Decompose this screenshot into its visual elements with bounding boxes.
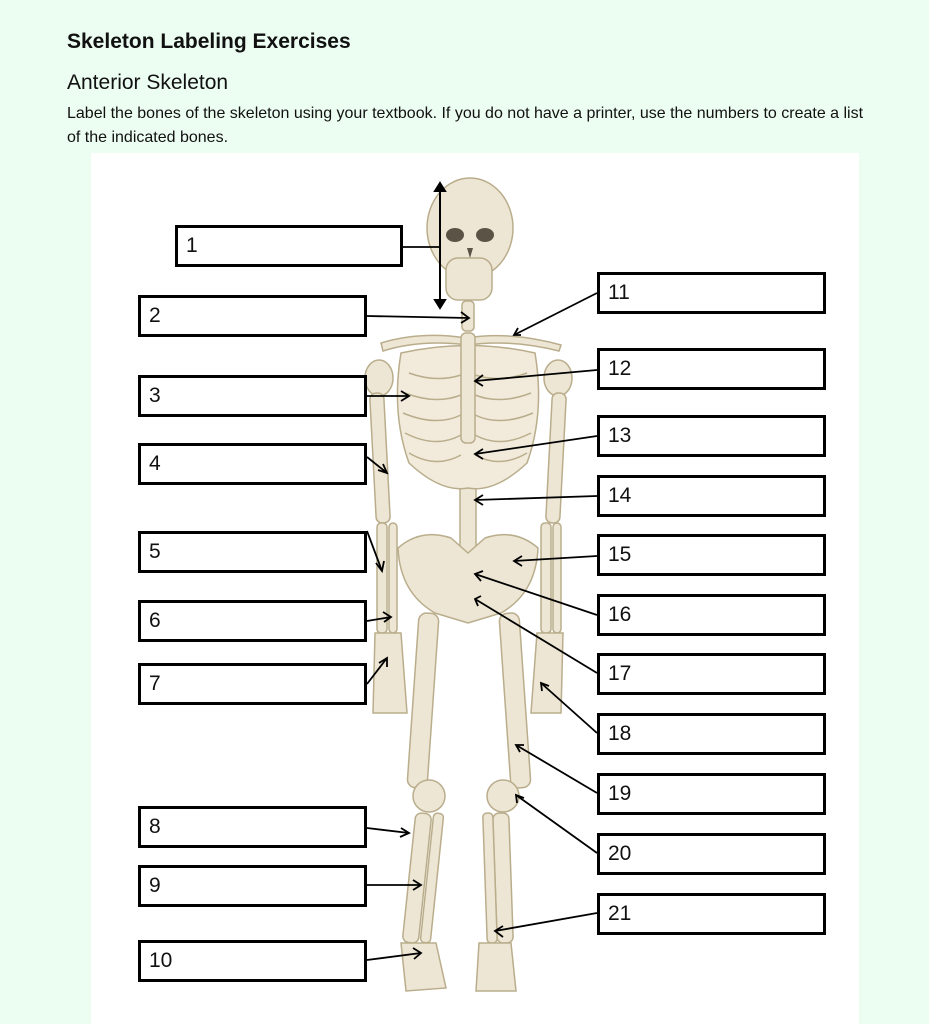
label-box-21[interactable] <box>597 893 826 935</box>
skeleton-figure <box>91 153 859 1024</box>
label-number: 11 <box>608 281 630 304</box>
label-box-2[interactable] <box>138 295 367 337</box>
label-number: 13 <box>608 424 632 447</box>
label-box-1[interactable] <box>175 225 403 267</box>
label-number: 10 <box>149 949 173 972</box>
label-box-5[interactable] <box>138 531 367 573</box>
label-box-15[interactable] <box>597 534 826 576</box>
label-box-14[interactable] <box>597 475 826 517</box>
page-title: Skeleton Labeling Exercises <box>67 30 351 53</box>
label-number: 18 <box>608 722 632 745</box>
label-number: 20 <box>608 842 632 865</box>
label-box-6[interactable] <box>138 600 367 642</box>
label-box-13[interactable] <box>597 415 826 457</box>
label-box-17[interactable] <box>597 653 826 695</box>
label-number: 4 <box>149 452 161 475</box>
label-box-3[interactable] <box>138 375 367 417</box>
label-number: 14 <box>608 484 632 507</box>
label-number: 21 <box>608 902 632 925</box>
label-box-4[interactable] <box>138 443 367 485</box>
label-number: 7 <box>149 672 161 695</box>
label-box-10[interactable] <box>138 940 367 982</box>
label-number: 17 <box>608 662 632 685</box>
label-box-8[interactable] <box>138 806 367 848</box>
label-box-18[interactable] <box>597 713 826 755</box>
label-box-7[interactable] <box>138 663 367 705</box>
label-box-16[interactable] <box>597 594 826 636</box>
label-box-11[interactable] <box>597 272 826 314</box>
label-number: 9 <box>149 874 161 897</box>
label-number: 2 <box>149 304 161 327</box>
instructions-text: Label the bones of the skeleton using your textbook. If you do not have a printer, use the numbers to create a list of the indicated bones. <box>67 105 864 146</box>
label-number: 6 <box>149 609 161 632</box>
label-number: 1 <box>186 234 198 257</box>
label-number: 3 <box>149 384 161 407</box>
label-box-20[interactable] <box>597 833 826 875</box>
label-box-12[interactable] <box>597 348 826 390</box>
label-number: 19 <box>608 782 632 805</box>
label-number: 16 <box>608 603 632 626</box>
label-box-19[interactable] <box>597 773 826 815</box>
label-number: 5 <box>149 540 161 563</box>
label-box-9[interactable] <box>138 865 367 907</box>
label-number: 15 <box>608 543 632 566</box>
label-number: 12 <box>608 357 632 380</box>
label-number: 8 <box>149 815 161 838</box>
page-subtitle: Anterior Skeleton <box>67 71 229 94</box>
